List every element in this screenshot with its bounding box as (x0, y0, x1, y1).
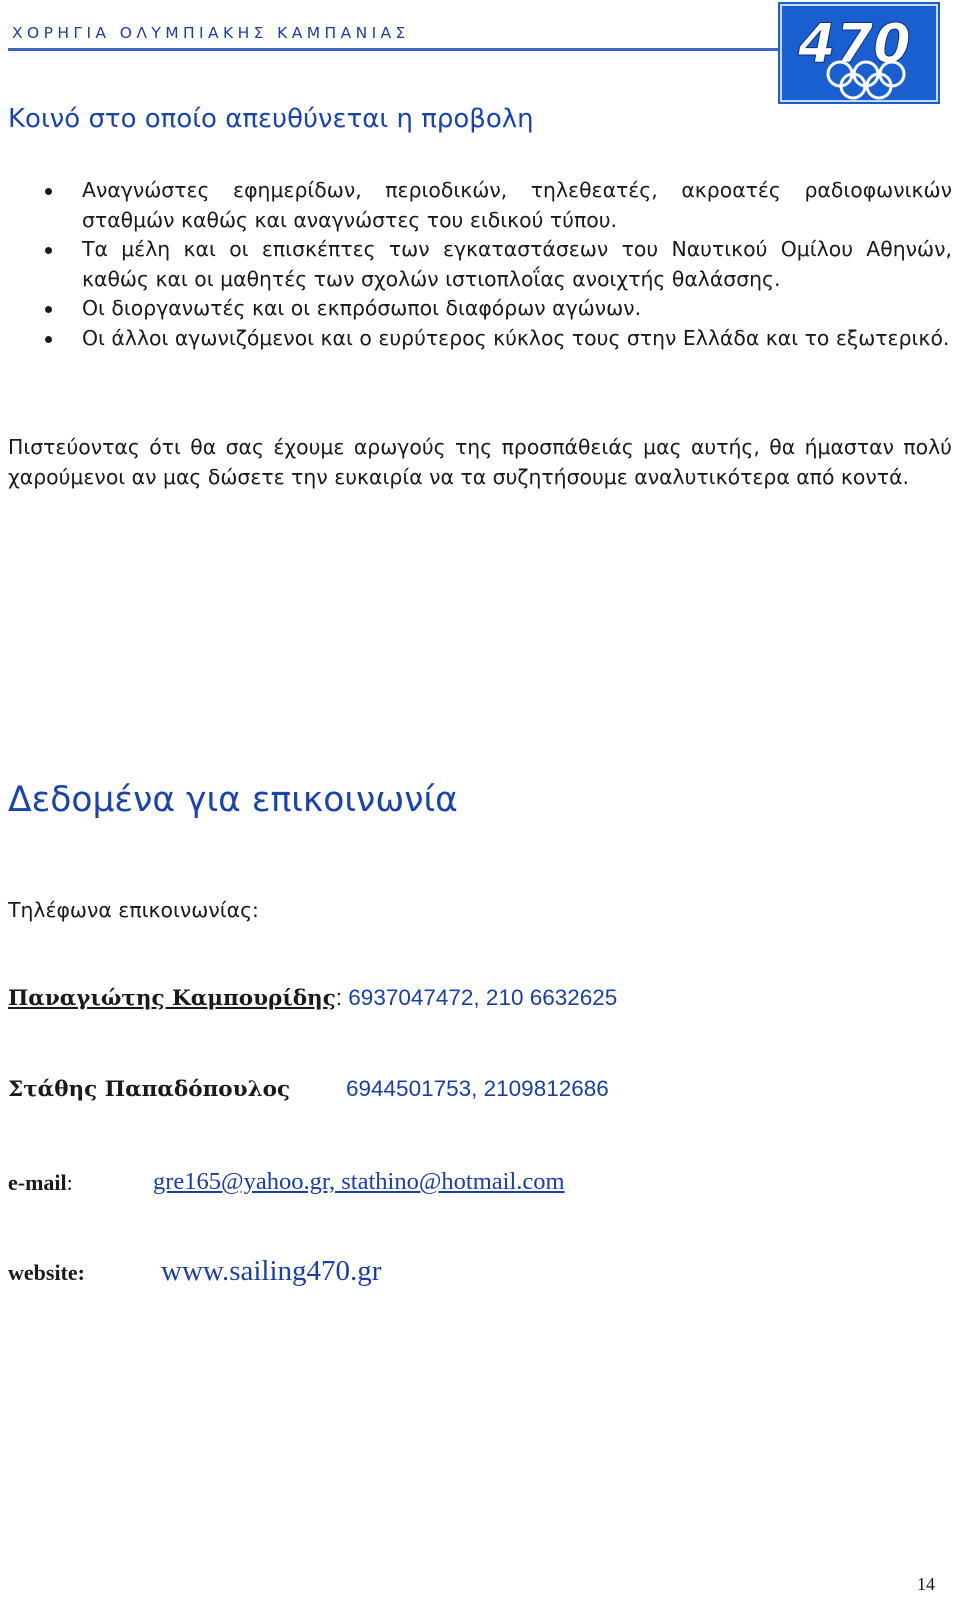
phones-label: Τηλέφωνα επικοινωνίας: (8, 898, 259, 922)
contact-phones: 6937047472, 210 6632625 (342, 985, 618, 1010)
audience-title: Κοινό στο οποίο απευθύνεται η προβολη (8, 104, 534, 134)
list-item: Τα μέλη και οι επισκέπτες των εγκαταστάσεων του Ναυτικού Ομίλου Αθηνών, καθώς και οι μαθητές των σχολών ιστιοπλοΐας ανοιχτής θαλάσσης. (0, 235, 952, 294)
header-rule (8, 48, 782, 51)
separator: : (335, 985, 343, 1010)
logo-text: 470 (798, 12, 911, 75)
contact-name: Παναγιώτης Καμπουρίδης (8, 986, 336, 1011)
website-label: website: (8, 1260, 85, 1285)
audience-list (0, 176, 952, 353)
sponsor-banner: ΧΟΡΗΓΙΑ ΟΛΥΜΠΙΑΚΗΣ ΚΑΜΠΑΝΙΑΣ (12, 24, 410, 42)
email-label-row (8, 1170, 73, 1196)
page-number: 14 (917, 1574, 935, 1594)
separator: : (66, 1170, 73, 1195)
email-label: e-mail (8, 1170, 67, 1195)
contact-row-papadopoulos (8, 1077, 290, 1102)
email-link[interactable]: gre165@yahoo.gr, stathino@hotmail.com (153, 1168, 565, 1195)
list-item: Οι άλλοι αγωνιζόμενοι και ο ευρύτερος κύκλος τους στην Ελλάδα και το εξωτερικό. (0, 324, 952, 354)
class-470-logo (778, 2, 940, 104)
website-link[interactable]: www.sailing470.gr (161, 1255, 382, 1287)
contact-phones: 6944501753, 2109812686 (346, 1076, 609, 1101)
contact-name: Στάθης Παπαδόπουλος (8, 1077, 291, 1102)
closing-paragraph: Πιστεύοντας ότι θα σας έχουμε αρωγούς της προσπάθειάς μας αυτής, θα ήμασταν πολύ χαρούμενοι αν μας δώσετε την ευκαιρία να τα συζητήσουμε αναλυτικότερα από κοντά. (8, 435, 952, 489)
contact-phones-papadopoulos (346, 1076, 609, 1102)
website-label-row (8, 1260, 85, 1286)
contact-row-kampouridis (8, 985, 617, 1011)
list-item: Αναγνώστες εφημερίδων, περιοδικών, τηλεθεατές, ακροατές ραδιοφωνικών σταθμών καθώς και αναγνώστες του ειδικού τύπου. (0, 176, 952, 235)
contact-title: Δεδομένα για επικοινωνία (8, 780, 458, 820)
list-item: Οι διοργανωτές και οι εκπρόσωποι διαφόρων αγώνων. (0, 294, 952, 324)
